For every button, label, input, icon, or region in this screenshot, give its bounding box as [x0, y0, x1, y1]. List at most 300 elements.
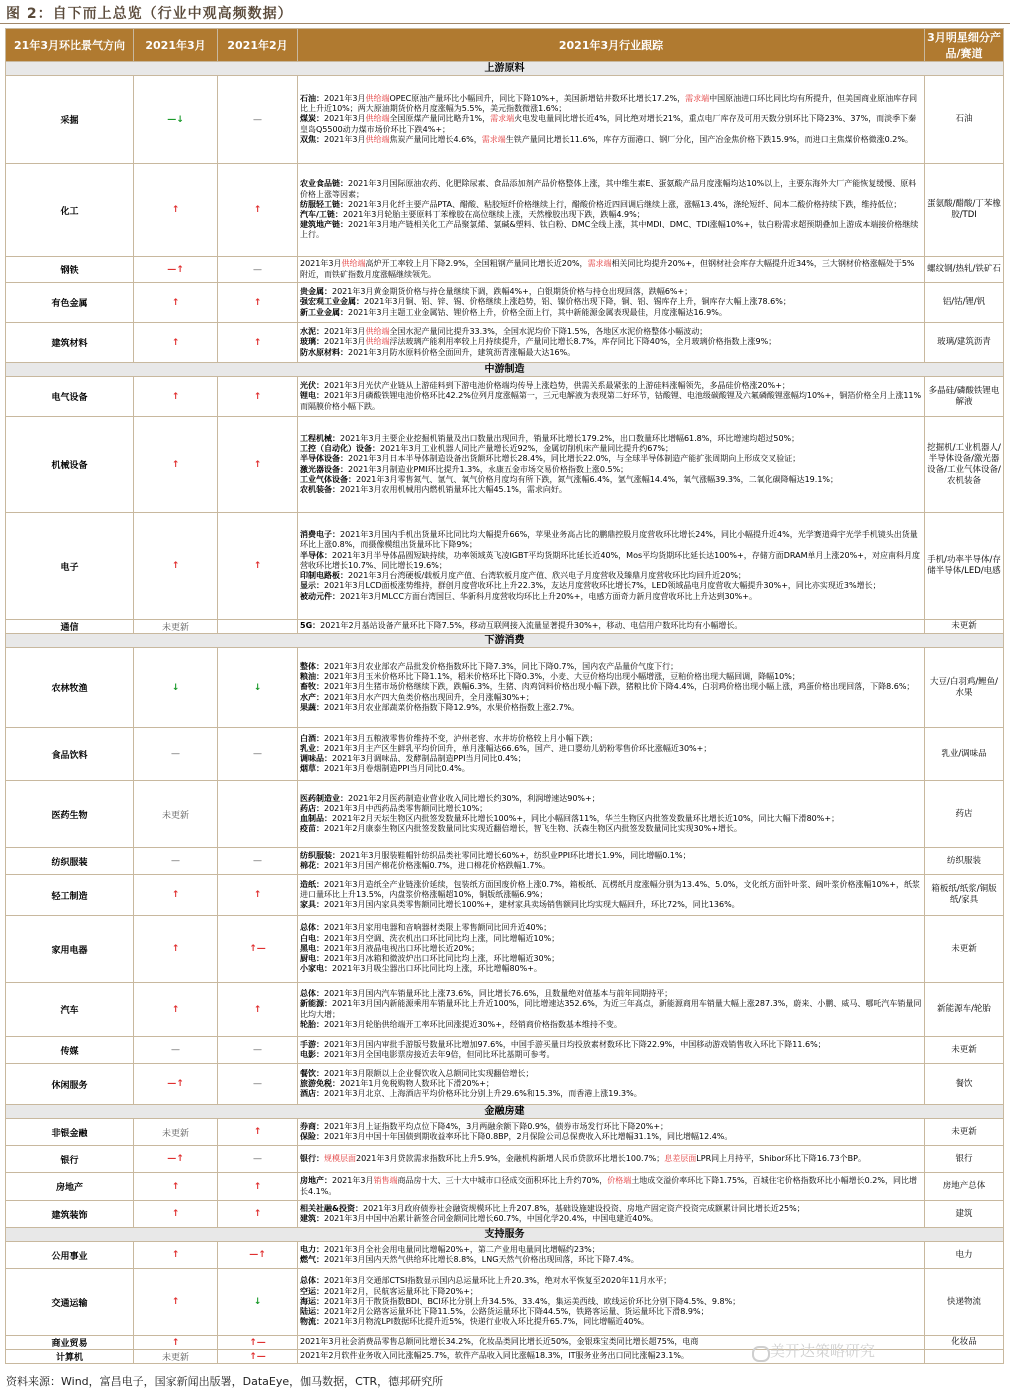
direction-arrow: ↑ — [171, 459, 180, 470]
march-direction — [134, 417, 218, 513]
detail-text: 全国水泥产量同比提升33.3%，全国水泥均价下降1.5%，各地区水泥价格整体小幅波动； — [389, 327, 708, 337]
star-segment: 电力 — [925, 1242, 1004, 1269]
tracking-detail — [298, 648, 925, 728]
industry-name: 通信 — [6, 620, 134, 634]
detail-key: 半导体： — [300, 550, 332, 560]
detail-text: 2021年3月生猪市场价格继续下跌，跌幅6.3%，生猪、肉鸡饲料价格出现小幅下跌，猪粮比价下降4.4%，白羽鸡价格出现小幅上涨，鸡蛋价格出现回落，下降8.6%； — [324, 682, 915, 692]
direction-arrow: ↑ — [253, 337, 262, 348]
detail-text: 2021年3月社会消费品零售总额同比增长34.2%，化妆品类同比增长近50%，金银珠宝类同比增长超75%，电商 — [300, 1337, 699, 1347]
tracking-detail — [298, 1119, 925, 1146]
detail-highlight: 供给端 — [365, 327, 390, 337]
detail-key: 工控（自动化）设备： — [300, 444, 380, 454]
direction-arrow: —↑ — [249, 1250, 266, 1260]
detail-text: 2021年3月制造业PMI环比提升1.3%，永康五金市场交易价格指数上涨0.5%； — [348, 464, 629, 474]
detail-text: 2021年3月台湾硬板/载板月度产值、台湾软板月度产值、欣兴电子月度营收及臻鼎月度营收环比均回升近20%； — [348, 571, 746, 581]
feb-direction — [218, 620, 298, 634]
feb-direction — [218, 916, 298, 983]
detail-key: 白酒： — [300, 733, 324, 743]
table-row — [6, 620, 1004, 634]
detail-highlight: 供给端 — [365, 337, 390, 347]
section-title: 支持服务 — [6, 1228, 1004, 1242]
detail-key: 乳业： — [300, 743, 324, 753]
march-direction — [134, 1146, 218, 1173]
march-direction — [134, 728, 218, 781]
tracking-detail — [298, 513, 925, 620]
detail-text: 2021年3月干散货指数BDI、BCI环比分别上升34.5%、33.4%，集运美西线、欧线运价环比分别下降4.5%、9.8%； — [324, 1296, 741, 1306]
detail-text: 2021年3月卷烟制造PPI当月同比0.4%。 — [324, 764, 470, 774]
star-segment: 未更新 — [925, 1037, 1004, 1064]
detail-text: 2021年3月农业部蔬菜价格指数下降12.9%，水果价格指数上涨2.7%。 — [324, 702, 580, 712]
detail-text: 2021年3月五粮液零售价维持不变，泸州老窖、水井坊价格较上月小幅下跌； — [324, 733, 598, 743]
direction-arrow: 未更新 — [161, 810, 189, 821]
table-row — [6, 781, 1004, 848]
detail-text: 2021年2月天坛生物区内批签发数量环比增长100%+，同比小幅回落11%，华兰生物区内批签发数量环比增长近10%，同比大幅下滑80%+； — [332, 814, 840, 823]
detail-text: 2021年3月 — [324, 327, 366, 337]
detail-text: 相关同比均提升20%+，但钢材社会库存大幅提升近34%，三大钢材价格涨幅处于5%附近，而铁矿指数月度涨幅继续领先。 — [300, 259, 915, 279]
detail-key: 券商： — [300, 1121, 324, 1131]
star-segment: 乳业/调味品 — [925, 728, 1004, 781]
detail-text: 2021年3月服装鞋帽针纺织品类社零同比增长60%+，纺织业PPI环比增长1.9%，同比增幅0.1%； — [340, 850, 691, 860]
detail-text: 2021年3月北京、上海酒店平均价格环比分别上升29.6%和15.3%，而香港上涨19.3%。 — [324, 1089, 642, 1099]
march-direction — [134, 257, 218, 283]
industry-name: 建筑装饰 — [6, 1201, 134, 1228]
star-segment: 未更新 — [925, 1119, 1004, 1146]
detail-text: 2021年3月防水原料价格全面回升，建筑沥青涨幅最大达16%。 — [348, 347, 576, 357]
overview-table — [5, 28, 1004, 1364]
col-march-header: 2021年3月 — [134, 29, 218, 62]
industry-name: 家用电器 — [6, 916, 134, 983]
direction-arrow: — — [171, 749, 180, 759]
feb-direction — [218, 728, 298, 781]
section-title: 下游消费 — [6, 634, 1004, 648]
detail-highlight: 销售端 — [373, 1176, 398, 1186]
direction-arrow: ↑ — [171, 1004, 180, 1015]
tracking-detail — [298, 1146, 925, 1173]
feb-direction — [218, 848, 298, 875]
march-direction — [134, 1064, 218, 1105]
detail-text: 2021年3月上证指数平均点位下降4%，3月两融余额下降0.9%，债券市场发行环比下降20%+； — [324, 1121, 669, 1131]
march-direction — [134, 1269, 218, 1336]
detail-key: 烟草： — [300, 764, 324, 774]
direction-arrow: ↑ — [253, 1004, 262, 1015]
direction-arrow: — — [253, 1154, 262, 1164]
star-segment: 银行 — [925, 1146, 1004, 1173]
march-direction — [134, 76, 218, 164]
table-row — [6, 916, 1004, 983]
detail-key: 相关社融&投资： — [300, 1203, 363, 1213]
tracking-detail — [298, 983, 925, 1037]
direction-arrow: ↑ — [171, 297, 180, 308]
detail-key: 物流： — [300, 1317, 324, 1327]
industry-name: 机械设备 — [6, 417, 134, 513]
star-segment: 螺纹钢/热轧/铁矿石 — [925, 257, 1004, 283]
detail-text: 2021年3月 — [300, 259, 342, 269]
direction-arrow: —↑ — [167, 264, 184, 275]
detail-text: 高炉开工率较上月下降2.9%，全国粗钢产量同比增长近20%， — [365, 259, 588, 269]
march-direction — [134, 323, 218, 363]
detail-text: 土地成交溢价率环比下降1.75%，百城住宅价格指数环比小幅增长0.2%，同比增长4.1%。 — [300, 1176, 917, 1196]
detail-text: 2021年3月轮胎供给端开工率环比回涨提近30%+，经销商价格指数基本维持不变。 — [324, 1019, 622, 1029]
industry-name: 非银金融 — [6, 1119, 134, 1146]
detail-text: 2021年3月化纤主要产品PTA、醋酸、粘胶短纤价格继续上行，醋酸价格近四回调后继续上涨，涨幅13.4%，涤纶短纤、间本二酸价格持续下跌，维持低位； — [348, 199, 902, 209]
tracking-detail — [298, 875, 925, 916]
detail-key: 家具： — [300, 900, 324, 910]
section-header-row — [6, 1105, 1004, 1119]
star-segment: 快递物流 — [925, 1269, 1004, 1336]
tracking-detail — [298, 1242, 925, 1269]
detail-highlight: 需求端 — [481, 134, 506, 144]
detail-key: 纺服轻工链： — [300, 199, 348, 209]
detail-key: 汽车/工链： — [300, 210, 343, 219]
detail-key: 手游： — [300, 1039, 324, 1049]
direction-arrow: ↑ — [253, 297, 262, 308]
detail-text: 2021年2月医药制造业营业收入同比增长约30%，利润增速达90%+； — [348, 793, 600, 803]
march-direction — [134, 377, 218, 417]
detail-key: 玻璃： — [300, 337, 324, 347]
direction-arrow: —↑ — [167, 1079, 184, 1089]
industry-name: 电气设备 — [6, 377, 134, 417]
star-segment: 未更新 — [925, 620, 1004, 634]
detail-key: 银行： — [300, 1153, 324, 1163]
star-segment: 化妆品 — [925, 1336, 1004, 1350]
table-row — [6, 164, 1004, 257]
detail-text: 2021年3月全社会用电量同比增幅20%+，第二产业用电量同比增幅约23%； — [324, 1244, 600, 1254]
detail-key: 粮油： — [300, 672, 324, 682]
detail-text: 2021年3月贷款需求指数环比上升5.9%，金融机构新增人民币贷款环比增长100.7%； — [356, 1153, 665, 1163]
table-row — [6, 1269, 1004, 1336]
detail-text: 2021年3月 — [324, 337, 366, 347]
detail-key: 水产： — [300, 692, 324, 702]
col-direction-header: 21年3月环比景气方向 — [6, 29, 134, 62]
detail-text: 商品房十大、三十大中城市口径成交面积环比上升约70%， — [397, 1176, 608, 1186]
direction-arrow: 未更新 — [161, 1128, 189, 1139]
detail-key: 酒店： — [300, 1089, 324, 1099]
detail-key: 调味品： — [300, 754, 332, 763]
direction-arrow: — — [253, 1045, 262, 1055]
march-direction — [134, 1173, 218, 1201]
detail-key: 药店： — [300, 803, 324, 813]
feb-direction — [218, 1269, 298, 1336]
table-row — [6, 848, 1004, 875]
detail-key: 新能源： — [300, 999, 332, 1009]
tracking-detail — [298, 848, 925, 875]
tracking-detail — [298, 1064, 925, 1105]
table-row — [6, 1242, 1004, 1269]
table-row — [6, 875, 1004, 916]
detail-key: 水泥： — [300, 327, 324, 337]
detail-key: 畜牧： — [300, 682, 324, 692]
detail-key: 半导体设备： — [300, 454, 348, 464]
direction-arrow: ↑— — [249, 944, 266, 954]
industry-name: 有色金属 — [6, 283, 134, 323]
detail-text: 2021年3月 — [324, 134, 366, 144]
direction-arrow: ↑ — [171, 1209, 180, 1219]
direction-arrow: ↑ — [171, 205, 180, 215]
detail-key: 强宏观工业金属： — [300, 297, 364, 307]
detail-text: 浮法玻璃产能利用率较上月持续提升，产量同比增长8.7%，库存同比下降40%，全月玻璃价格指数上涨9%； — [389, 337, 777, 347]
march-direction — [134, 283, 218, 323]
detail-text: 2021年3月限额以上企业餐饮收入总额同比实现翻倍增长； — [324, 1068, 534, 1078]
detail-text: 2021年3月铜、铝、锌、锡、价格继续上涨趋势，铝、镍价格出现下降，铜、铝、锡库存上升，铜库存大幅上涨78.6%； — [364, 297, 791, 307]
direction-arrow: ↑ — [171, 944, 180, 954]
feb-direction — [218, 1201, 298, 1228]
detail-text: 2021年3月造纸全产业链涨价延续，包装纸方面国废价格上涨0.7%，箱板纸、瓦楞纸月度涨幅分别为13.4%、5.0%，文化纸方面针叶浆、阔叶浆价格涨幅10%+，纸浆进口量环比上升13.5%，内盘浆价格涨幅超10%，铜版纸涨幅6.9%； — [300, 879, 920, 899]
direction-arrow: ↑ — [253, 890, 262, 900]
direction-arrow: ↑— — [249, 1351, 266, 1362]
detail-key: 建筑： — [300, 1214, 324, 1223]
detail-key: 海运： — [300, 1296, 324, 1306]
detail-text: 2021年3月农用机械用内燃机销量环比大幅45.1%，需求向好。 — [340, 484, 567, 494]
detail-key: 电力： — [300, 1244, 324, 1254]
detail-text: 2021年2月软件业务收入同比涨幅25.7%，软件产品收入同比涨幅18.3%，IT服务业务出口同比涨幅23.1%。 — [300, 1351, 689, 1361]
tracking-detail — [298, 1173, 925, 1201]
header-row — [6, 29, 1004, 62]
detail-text: 2021年3月国内汽车销量环比上涨73.6%，同比增长76.6%，且数量绝对值基本与前年同期持平； — [324, 989, 673, 999]
march-direction — [134, 916, 218, 983]
detail-key: 总体： — [300, 923, 324, 933]
detail-highlight: 息差层面 — [664, 1153, 697, 1163]
table-row — [6, 1201, 1004, 1228]
col-star-header: 3月明星细分产品/赛道 — [925, 29, 1004, 62]
table-body — [6, 62, 1004, 1364]
industry-name: 传媒 — [6, 1037, 134, 1064]
direction-arrow: —↑ — [167, 1154, 184, 1164]
detail-text: 焦炭产量同比增长4.6%， — [389, 134, 482, 144]
table-row — [6, 417, 1004, 513]
detail-text: 火电发电量同比增长近4%，同比绝对增长21%，重点电厂库存及可用天数分别环比下降23%、37%，而淡季下秦皇岛Q5500动力煤市场价环比下跌4%+； — [300, 114, 917, 134]
detail-key: 煤炭： — [300, 114, 324, 124]
detail-key: 新工业金属： — [300, 307, 348, 317]
direction-arrow: 未更新 — [161, 623, 189, 633]
detail-text: 2021年3月国内新能源乘用车销量环比上升近100%，同比增速达352.6%，为近三年高点，新能源商用车销量大幅上涨287.3%，蔚来、小鹏、威马、哪吒汽车销量同比均大增； — [300, 999, 922, 1019]
detail-text: 2021年3月磷酸铁锂电池价格环比42.2%位列月度涨幅第一，三元电解液为表现第二好环节，钴酸锂、电池级碳酸锂及六氟磷酸锂涨幅均10%+，铜箔价格全月上涨11%而隔膜价格小幅下跌。 — [300, 391, 922, 411]
feb-direction — [218, 1119, 298, 1146]
tracking-detail — [298, 1037, 925, 1064]
detail-key: 锂电： — [300, 391, 324, 401]
star-segment: 手机/功率半导体/存储半导体/LED/电感 — [925, 513, 1004, 620]
star-segment: 纺织服装 — [925, 848, 1004, 875]
detail-key: 旅游免税： — [300, 1078, 340, 1088]
detail-text: 2021年3月全国电影票房接近去年9倍，但同比环比基期可参考。 — [324, 1050, 555, 1059]
detail-highlight: 需求端 — [685, 93, 710, 103]
table-row — [6, 983, 1004, 1037]
star-segment: 蛋氨酸/醋酸/丁苯橡胶/TDI — [925, 164, 1004, 257]
detail-highlight: 规模层面 — [324, 1153, 356, 1163]
tracking-detail — [298, 1201, 925, 1228]
direction-arrow: ↑ — [253, 205, 262, 215]
tracking-detail — [298, 728, 925, 781]
direction-arrow: ↓ — [253, 682, 262, 693]
detail-text: 2021年3月农业部农产品批发价格指数环比下降7.3%，同比下降0.7%，国内农产品量价气度下行； — [324, 661, 679, 671]
direction-arrow: ↑ — [171, 1181, 180, 1192]
industry-name: 医药生物 — [6, 781, 134, 848]
direction-arrow: ↑ — [253, 561, 262, 571]
overview-table-wrapper — [5, 28, 1003, 1362]
industry-name: 轻工制造 — [6, 875, 134, 916]
detail-text: 2021年3月水产四大鱼类价格出现回升，全月涨幅30%+； — [324, 692, 534, 702]
detail-key: 陆运： — [300, 1307, 324, 1317]
industry-name: 采掘 — [6, 76, 134, 164]
detail-key: 血制品： — [300, 814, 332, 823]
detail-highlight: 价格端 — [607, 1176, 632, 1186]
detail-text: 中国原油进口环比同比均有所提升，但美国商业原油库存同比上升近10%；两大原油期货价格月度涨幅为5.5%，美元指数微涨1.6%； — [300, 93, 918, 114]
tracking-detail — [298, 283, 925, 323]
detail-key: 5G： — [300, 621, 321, 631]
detail-key: 被动元件： — [300, 591, 340, 601]
direction-arrow: — — [253, 749, 262, 759]
detail-text: 2021年3月政府债券社会融资规模环比上升207.8%，基础设施建设投资、房地产固定资产投资完成额累计同比增长近25%； — [362, 1203, 805, 1213]
star-segment: 多晶硅/磷酸铁锂电解液 — [925, 377, 1004, 417]
industry-name: 房地产 — [6, 1173, 134, 1201]
star-segment: 石油 — [925, 76, 1004, 164]
march-direction — [134, 983, 218, 1037]
detail-text: 2021年3月国内手机出货量环比同比均大幅提升66%，苹果业务高占比的鹏鼎控股月度营收环比增长24%，同比小幅提升近4%，光学赛道舜宇光学手机镜头出货量环比上涨0.8%，而摄像模组出货量环比下降9%； — [300, 530, 918, 550]
col-feb-header: 2021年2月 — [218, 29, 298, 62]
direction-arrow: —↓ — [167, 114, 184, 125]
detail-key: 双焦： — [300, 134, 324, 144]
star-segment: 玻璃/建筑沥青 — [925, 323, 1004, 363]
detail-key: 小家电： — [300, 964, 332, 974]
detail-key: 农机装备： — [300, 484, 340, 494]
table-row — [6, 1173, 1004, 1201]
detail-text: 2021年3月中国十年国债到期收益率环比下降0.8BP，2月保险公司总保费收入环比增幅31.1%，同比增幅12.4%。 — [324, 1132, 733, 1141]
detail-key: 果蔬： — [300, 702, 324, 712]
direction-arrow: ↑ — [171, 561, 180, 571]
feb-direction — [218, 1350, 298, 1364]
detail-text: 2021年3月主题工业金属钴、锂价格上升，价格全面上行，其中新能源金属表现最佳，月度涨幅达16.9%。 — [348, 307, 727, 317]
tracking-detail — [298, 417, 925, 513]
detail-text: 2021年3月国内审批手游版号数量环比增加97.6%，中国手游买量日均投放素材数环比下降22.9%，中国移动游戏销售收入环比下降11.6%； — [324, 1039, 826, 1049]
detail-text: 全国原煤产量同比略升1%， — [389, 114, 491, 124]
detail-text: 2021年3月半导体晶圆短缺持续，功率领域英飞凌IGBT平均货期环比延长近40%，Mos平均货期环比延长达100%+，存储方面DRAM单月上涨20%+，对应南科月度营收环比增长10.7%、同比增长19.6%； — [300, 550, 920, 570]
detail-key: 房地产： — [300, 1176, 332, 1186]
detail-text: 2021年2月，民航客运量环比下降20%+； — [324, 1286, 478, 1296]
section-title: 中游制造 — [6, 363, 1004, 377]
detail-text: 2021年3月MLCC方面台湾国巨、华新科月度营收均环比上升20%+，电感方面奇力新月度营收环比上升达到30%+。 — [340, 591, 757, 601]
detail-key: 工程机械： — [300, 433, 340, 443]
tracking-detail — [298, 323, 925, 363]
feb-direction — [218, 513, 298, 620]
tracking-detail — [298, 916, 925, 983]
detail-text: 2021年3月主要企业挖掘机销量及出口数量出现回升，销量环比增长179.2%，出口数量环比增幅61.8%，环比增速均超过50%； — [340, 433, 800, 443]
table-row — [6, 1037, 1004, 1064]
detail-key: 棉花： — [300, 861, 324, 870]
detail-text: 2021年3月中国中冶累计新签合同金额同比增长60.7%，中国化学20.4%，中国电建近40%。 — [324, 1214, 659, 1223]
feb-direction — [218, 875, 298, 916]
detail-key: 工业气体设备： — [300, 474, 356, 484]
feb-direction — [218, 983, 298, 1037]
detail-key: 防水原材料： — [300, 347, 348, 357]
detail-text: 2021年2月基站设备产量环比下降7.5%，移动互联网接入流量显著提升30%+，移动、电信用户数环比均有小幅增长。 — [320, 621, 743, 631]
detail-key: 光伏： — [300, 381, 324, 391]
tracking-detail — [298, 257, 925, 283]
source-note: 资料来源：Wind，富昌电子，国家新闻出版署，DataEye，伽马数据，CTR，德邦研究所 — [6, 1375, 444, 1388]
feb-direction — [218, 377, 298, 417]
feb-direction — [218, 1173, 298, 1201]
direction-arrow: ↑ — [253, 391, 262, 402]
feb-direction — [218, 76, 298, 164]
table-row — [6, 76, 1004, 164]
feb-direction — [218, 283, 298, 323]
detail-key: 贵金属： — [300, 287, 332, 297]
feb-direction — [218, 1064, 298, 1105]
direction-arrow: ↑ — [171, 1337, 180, 1348]
detail-text: 2021年3月交通部CTSI指数显示国内总运量环比上升20.3%，绝对水平恢复至2020年11月水平； — [324, 1276, 672, 1286]
detail-key: 消费电子： — [300, 530, 340, 540]
detail-text: 2021年3月物流LPI数据环比提升近5%，快递行业收入环比提升65.7%，同比增幅近40%。 — [324, 1317, 649, 1327]
detail-text: 2021年3月冰箱和微波炉出口环比同比均上涨，环比增幅近30%； — [324, 954, 560, 964]
industry-name: 建筑材料 — [6, 323, 134, 363]
star-segment — [925, 1350, 1004, 1364]
direction-arrow: ↑ — [253, 1209, 262, 1219]
direction-arrow: ↑ — [171, 391, 180, 402]
detail-key: 总体： — [300, 1276, 324, 1286]
detail-key: 造纸： — [300, 879, 324, 889]
detail-text: 2021年3月LCD面板涨势维持，群创月度营收环比上升22.3%，友达月度营收环比增长7%，LED领域晶电月度营收大幅提升30%+，同比亦实现近3%增长； — [324, 581, 881, 591]
direction-arrow: — — [171, 1045, 180, 1055]
direction-arrow: — — [253, 1079, 262, 1089]
star-segment: 建筑 — [925, 1201, 1004, 1228]
detail-text: 2021年3月国际原油农药、化肥除尿素、食品添加剂产品价格整体上涨，其中维生素E、蛋氨酸产品月度涨幅均达10%以上，主要东海外大厂产能恢复缓慢、原料价格上涨等因素； — [300, 179, 917, 199]
industry-name: 电子 — [6, 513, 134, 620]
detail-key: 总体： — [300, 989, 324, 999]
tracking-detail — [298, 76, 925, 164]
table-row — [6, 648, 1004, 728]
direction-arrow: ↑ — [253, 459, 262, 470]
table-row — [6, 323, 1004, 363]
detail-text: 2021年3月国产棉花价格涨幅0.7%，进口棉花价格跌幅1.7%。 — [324, 861, 551, 870]
march-direction — [134, 1336, 218, 1350]
detail-text: 2021年3月黄金期货价格与持仓量继续下调，跌幅4%+，白银期货价格与持仓出现回落，跌幅6%+； — [332, 287, 693, 297]
detail-key: 激光器设备： — [300, 464, 348, 474]
table-row — [6, 1146, 1004, 1173]
section-header-row — [6, 62, 1004, 76]
tracking-detail — [298, 377, 925, 417]
detail-key: 保险： — [300, 1132, 324, 1141]
industry-name: 食品饮料 — [6, 728, 134, 781]
tracking-detail — [298, 1269, 925, 1336]
direction-arrow: — — [253, 264, 262, 275]
direction-arrow: — — [253, 856, 262, 866]
feb-direction — [218, 1037, 298, 1064]
star-segment: 大豆/白羽鸡/鲤鱼/水果 — [925, 648, 1004, 728]
section-header-row — [6, 1228, 1004, 1242]
detail-key: 厨电： — [300, 954, 324, 964]
detail-text: 2021年3月国内家具类零售额同比增长100%+，建材家具卖场销售额同比均实现大幅回升，环比72%，同比136%。 — [324, 900, 740, 910]
tracking-detail — [298, 781, 925, 848]
detail-text: 2021年3月调味品、发酵制品制造PPI当月同比0.4%； — [332, 754, 526, 763]
direction-arrow: ↑ — [171, 337, 180, 348]
industry-name: 公用事业 — [6, 1242, 134, 1269]
industry-name: 化工 — [6, 164, 134, 257]
detail-key: 疫苗： — [300, 824, 324, 834]
detail-text: 2021年2月公路客运量环比下降11.5%，公路货运量环比下降44.5%，铁路客运量、货运量环比下滑8.9%； — [324, 1307, 709, 1317]
industry-name: 钢铁 — [6, 257, 134, 283]
direction-arrow: ↑— — [249, 1337, 266, 1348]
watermark: 美开达策略研究 — [770, 1342, 876, 1360]
detail-text: LPR同上月持平，Shibor环比下降16.73个BP。 — [696, 1153, 866, 1163]
march-direction — [134, 513, 218, 620]
direction-arrow: ↑ — [171, 1250, 180, 1260]
detail-text: 2021年3月 — [324, 93, 366, 103]
star-segment: 餐饮 — [925, 1064, 1004, 1105]
table-row — [6, 1119, 1004, 1146]
detail-key: 印制电路板： — [300, 571, 348, 581]
star-segment: 新能源车/轮胎 — [925, 983, 1004, 1037]
detail-text: 2021年3月吸尘器出口环比同比均上涨，环比增幅80%+。 — [332, 964, 542, 974]
march-direction — [134, 620, 218, 634]
industry-name: 商业贸易 — [6, 1336, 134, 1350]
